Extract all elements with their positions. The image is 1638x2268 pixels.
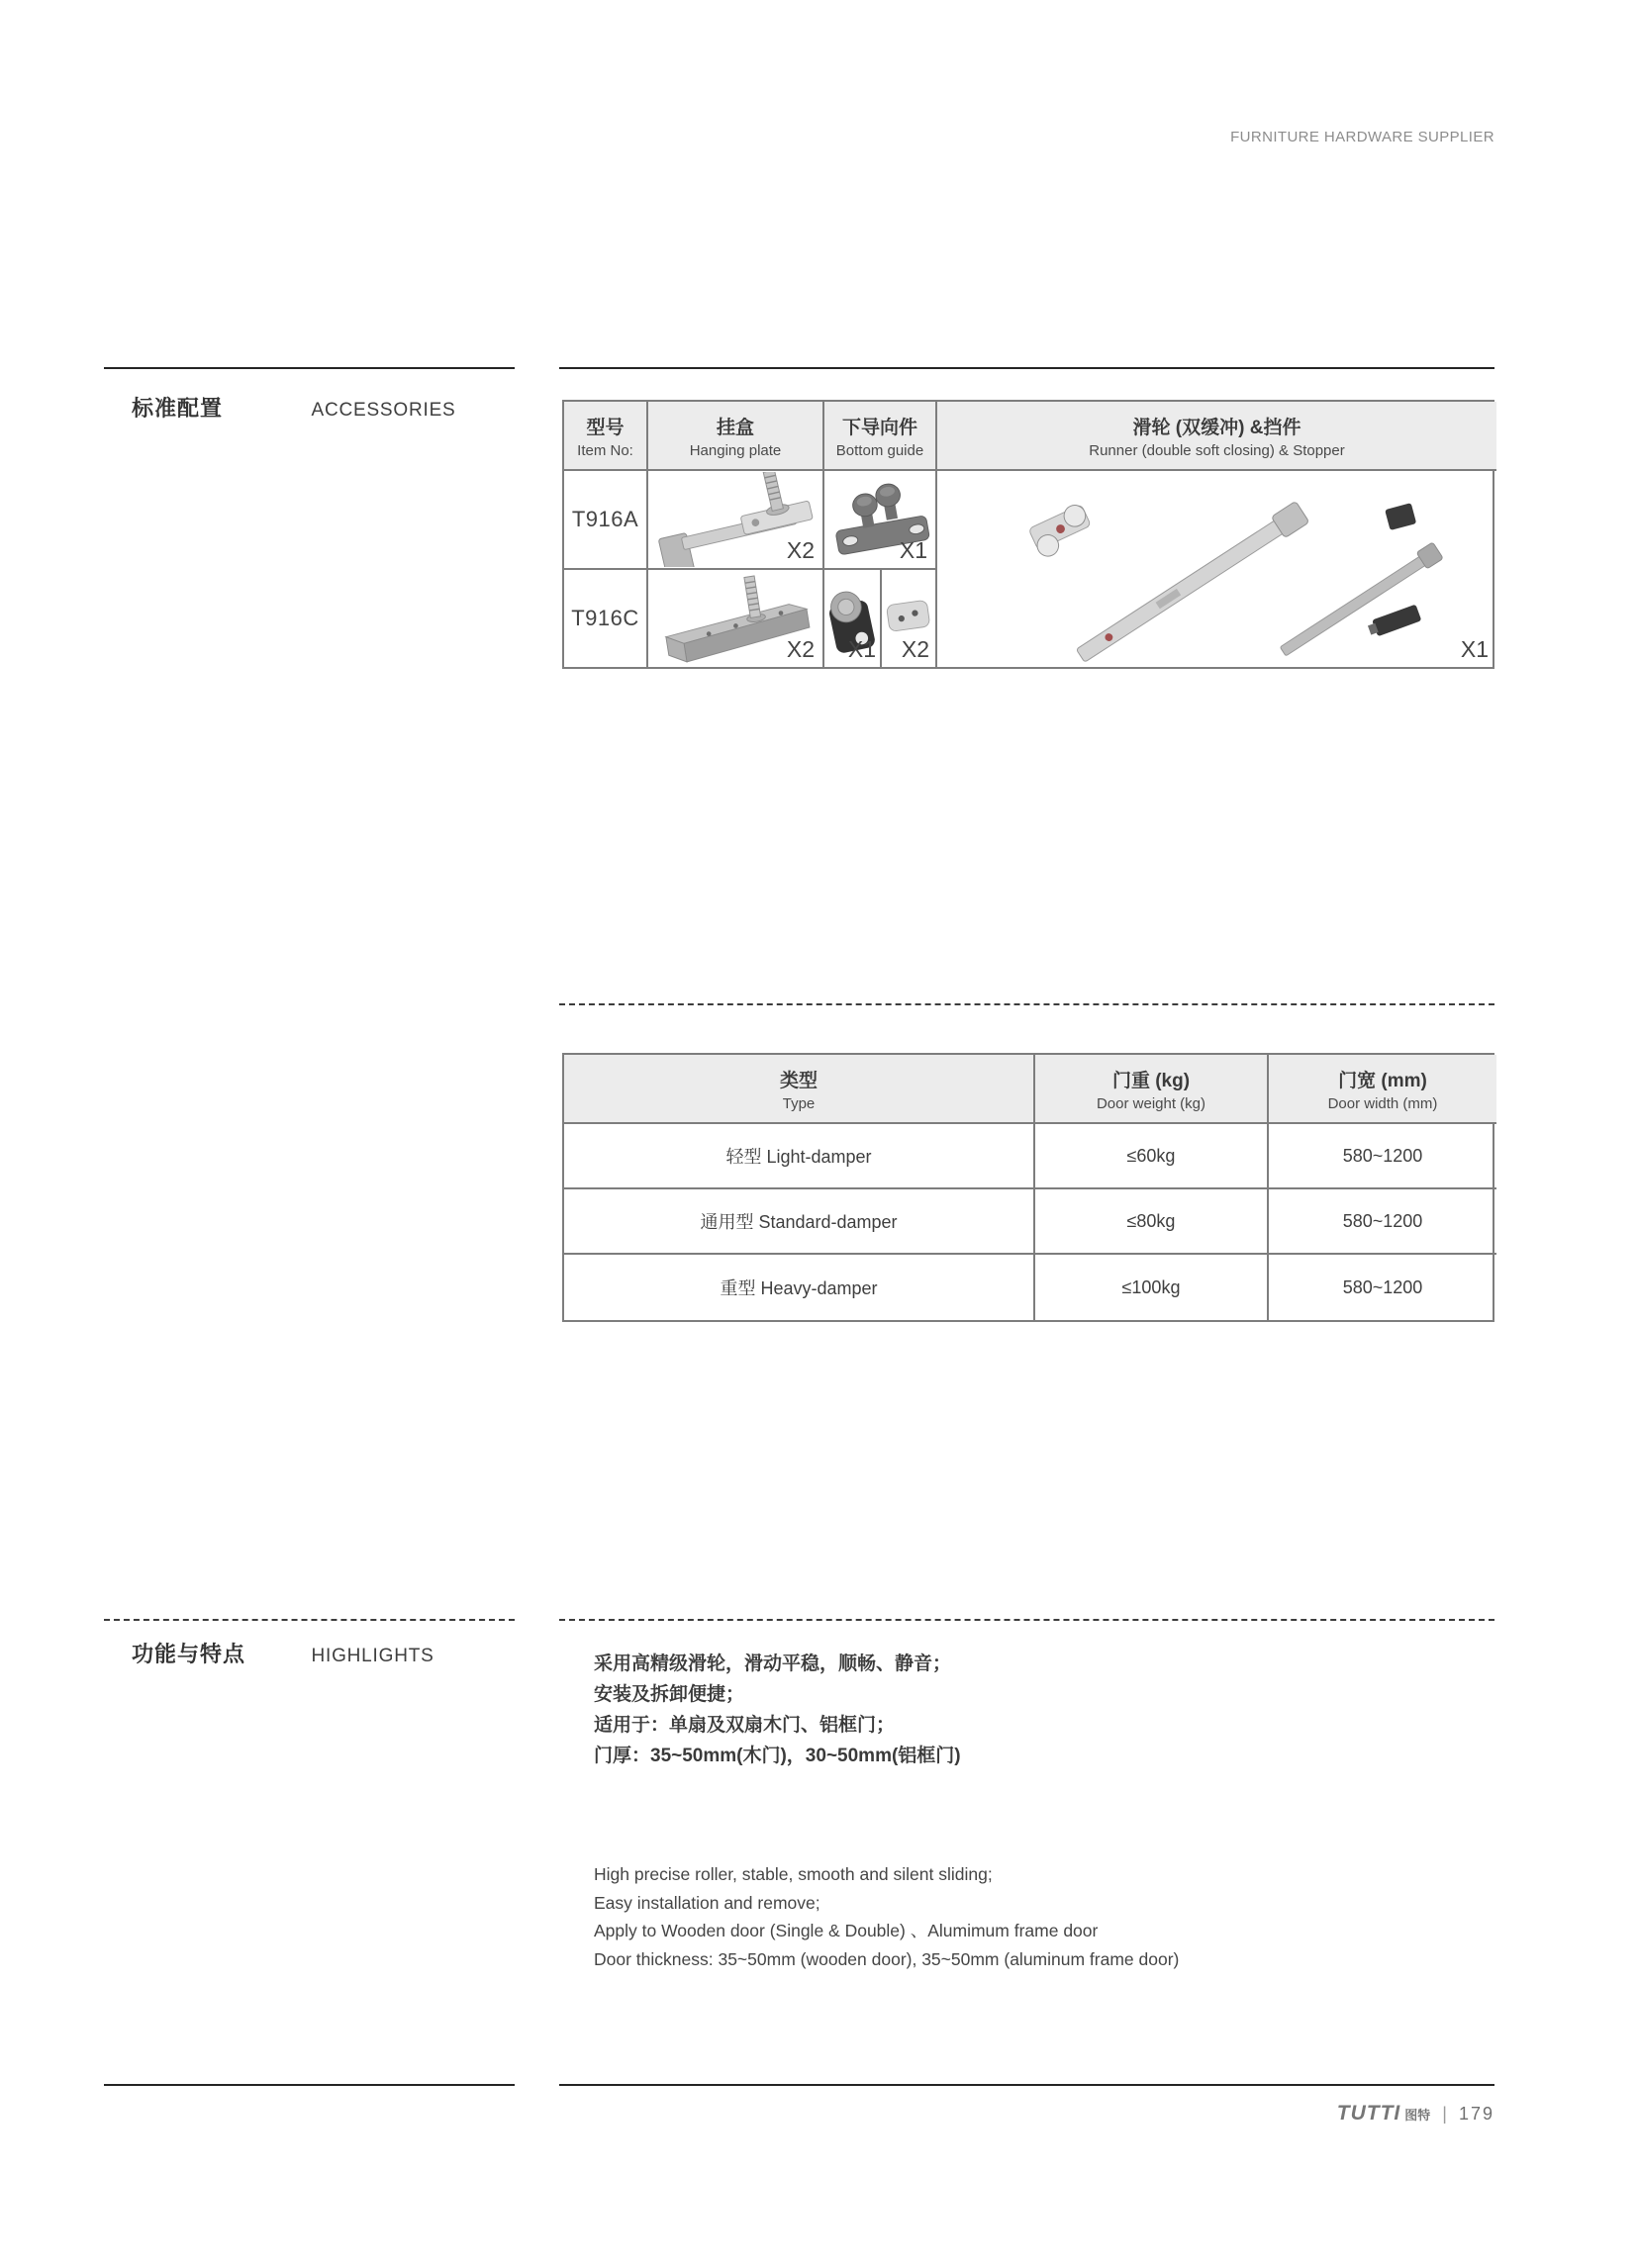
table-row-t916a-item: [564, 471, 648, 570]
spec-header-weight-cn: 门重 (kg): [1111, 1070, 1191, 1091]
spec-row-heavy-type: 重型 Heavy-damper: [564, 1255, 1035, 1320]
accessories-title-en: ACCESSORIES: [311, 400, 456, 421]
spec-row-standard-type: 通用型 Standard-damper: [564, 1189, 1035, 1255]
highlights-title-cn: 功能与特点: [132, 1642, 246, 1666]
top-rule-left: [104, 367, 515, 369]
spec-row-light-width: 580~1200: [1269, 1124, 1496, 1189]
dashed-divider-highlights-right: [559, 1619, 1494, 1621]
accessories-section-title: [132, 392, 456, 423]
spec-row-standard-width: 580~1200: [1269, 1189, 1496, 1255]
dashed-divider-mid: [559, 1003, 1494, 1005]
spec-header-type: [564, 1055, 1035, 1124]
col-header-bottom-guide-cn: 下导向件: [841, 417, 917, 438]
col-header-hanging-plate-cn: 挂盒: [716, 417, 754, 438]
highlights-en-line: High precise roller, stable, smooth and silent sliding;: [594, 1864, 993, 1884]
highlights-cn-line: 适用于：单扇及双扇木门、铝框门；: [594, 1715, 896, 1736]
highlights-cn-line: 安装及拆卸便捷；: [594, 1684, 745, 1705]
t916a-bottom-guide-cell: [824, 471, 937, 570]
t916a-hanging-plate-cell: [648, 471, 824, 570]
runner-qty: X1: [1460, 636, 1489, 662]
col-header-bottom-guide-en: Bottom guide: [835, 441, 924, 459]
t916c-bottom-guide-plate-qty: X2: [901, 636, 929, 662]
accessories-title-cn: 标准配置: [132, 396, 224, 421]
runner-stopper-cell: [937, 471, 1496, 667]
tutti-logo-cn: 图特: [1404, 2108, 1431, 2123]
spec-header-weight-en: Door weight (kg): [1096, 1094, 1206, 1112]
spec-row-heavy-weight: ≤100kg: [1035, 1255, 1269, 1320]
t916c-bottom-guide-roller-qty: X1: [847, 636, 876, 662]
col-header-runner-cn: 滑轮 (双缓冲) &挡件: [1132, 417, 1301, 438]
highlights-title-en: HIGHLIGHTS: [311, 1646, 434, 1666]
col-header-item-no: [564, 402, 648, 471]
spec-header-width-en: Door width (mm): [1327, 1094, 1438, 1112]
spec-table: [562, 1053, 1494, 1322]
t916c-bottom-guide-roller-cell: [824, 570, 882, 667]
footer-separator: |: [1442, 2104, 1447, 2124]
highlights-en-line: Door thickness: 35~50mm (wooden door), 35~50mm (aluminum frame door): [594, 1948, 1180, 1969]
spec-row-standard-weight: ≤80kg: [1035, 1189, 1269, 1255]
spec-row-light-type: 轻型 Light-damper: [564, 1124, 1035, 1189]
spec-header-width: [1269, 1055, 1496, 1124]
col-header-hanging-plate: [648, 402, 824, 471]
col-header-bottom-guide: [824, 402, 937, 471]
col-header-item-no-en: Item No:: [577, 441, 633, 459]
runner-and-stopper-photo: [937, 471, 1496, 667]
highlights-section-title: [132, 1638, 434, 1668]
spec-row-heavy-width: 580~1200: [1342, 1276, 1423, 1297]
col-header-hanging-plate-en: Hanging plate: [689, 441, 782, 459]
highlights-en-line: Easy installation and remove;: [594, 1892, 820, 1913]
item-no-t916a: T916A: [571, 507, 639, 531]
page-footer: [559, 2102, 1494, 2126]
spec-header-width-cn: 门宽 (mm): [1338, 1070, 1427, 1091]
col-header-runner: [937, 402, 1496, 471]
highlights-cn-line: 采用高精级滑轮，滑动平稳，顺畅、静音；: [594, 1654, 952, 1674]
col-header-runner-en: Runner (double soft closing) & Stopper: [1089, 441, 1345, 459]
spec-header-type-en: Type: [782, 1094, 816, 1112]
t916c-hanging-plate-qty: X2: [786, 636, 815, 662]
t916c-hanging-plate-cell: [648, 570, 824, 667]
t916a-hanging-plate-qty: X2: [786, 537, 815, 563]
spec-header-weight: [1035, 1055, 1269, 1124]
t916c-bottom-guide-plate-cell: [882, 570, 937, 667]
page-number: 179: [1458, 2104, 1494, 2124]
t916a-bottom-guide-qty: X1: [899, 537, 927, 563]
highlights-text-cn: [594, 1649, 961, 1771]
spec-header-type-cn: 类型: [779, 1070, 818, 1091]
table-row-t916c-item: [564, 570, 648, 667]
accessories-table: [562, 400, 1494, 669]
col-header-item-no-cn: 型号: [586, 417, 625, 438]
highlights-en-line: Apply to Wooden door (Single & Double) 、Alumimum frame door: [594, 1921, 1099, 1940]
bottom-rule-left: [104, 2084, 515, 2086]
top-rule-right: [559, 367, 1494, 369]
item-no-t916c: T916C: [571, 606, 639, 630]
spec-row-light-weight: ≤60kg: [1035, 1124, 1269, 1189]
brand-header: FURNITURE HARDWARE SUPPLIER: [1230, 129, 1494, 145]
highlights-text-en: [594, 1860, 1179, 1973]
highlights-cn-line: 门厚：35~50mm(木门)，30~50mm(铝框门): [594, 1746, 961, 1766]
tutti-logo: TUTTI: [1336, 2102, 1401, 2125]
bottom-rule-right: [559, 2084, 1494, 2086]
dashed-divider-highlights-left: [104, 1619, 515, 1621]
